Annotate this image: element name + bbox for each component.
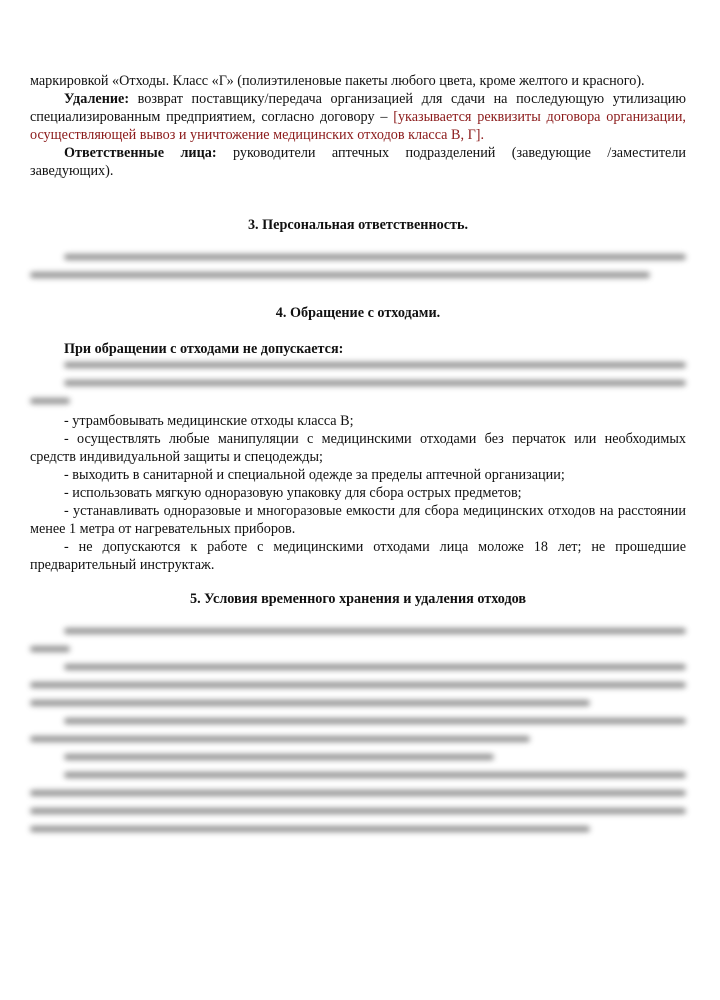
section-4-list: [30, 412, 686, 574]
section-3-redacted-text: [30, 254, 686, 278]
list-item: - выходить в санитарной и специальной одежде за пределы аптечной организации;: [64, 467, 565, 483]
section-5-heading: 5. Условия временного хранения и удаления отходов: [189, 591, 527, 607]
removal-contract-reference: [указывается реквизиты договора организации, осуществляющей вывоз и уничтожение медицинских отходов класса В, Г].: [30, 109, 686, 143]
list-item: - не допускаются к работе с медицинскими отходами лица моложе 18 лет; не прошедшие предварительный инструктаж.: [30, 539, 686, 573]
section-3-heading: 3. Персональная ответственность.: [247, 217, 469, 233]
section-4-subtitle: При обращении с отходами не допускается:: [64, 341, 344, 357]
section-4-heading: 4. Обращение с отходами.: [275, 305, 441, 321]
paragraph-marking: маркировкой «Отходы. Класс «Г» (полиэтиленовые пакеты любого цвета, кроме желтого и красного).: [30, 73, 645, 89]
responsible-label: Ответственные лица:: [64, 145, 217, 161]
paragraph-responsible: [30, 144, 686, 180]
list-item: - использовать мягкую одноразовую упаковку для сбора острых предметов;: [64, 485, 522, 501]
removal-label: Удаление:: [64, 91, 130, 107]
section-2-tail: [30, 72, 686, 180]
section-5-redacted-text: [30, 628, 686, 832]
responsible-text: руководители аптечных подразделений (заведующие /заместители заведующих).: [30, 145, 686, 179]
section-4-redacted-lines: [30, 362, 686, 404]
list-item: - осуществлять любые манипуляции с медицинскими отходами без перчаток или необходимых средств индивидуальной защиты и спецодежды;: [30, 431, 686, 465]
list-item: - устанавливать одноразовые и многоразовые емкости для сбора медицинских отходов на расстоянии менее 1 метра от нагревательных приборов.: [30, 503, 686, 537]
paragraph-removal: [30, 90, 686, 144]
removal-text: возврат поставщику/передача организацией для сдачи на последующую утилизацию специализированным предприятием, согласно договору –: [30, 91, 686, 125]
list-item: - утрамбовывать медицинские отходы класса В;: [64, 413, 354, 429]
